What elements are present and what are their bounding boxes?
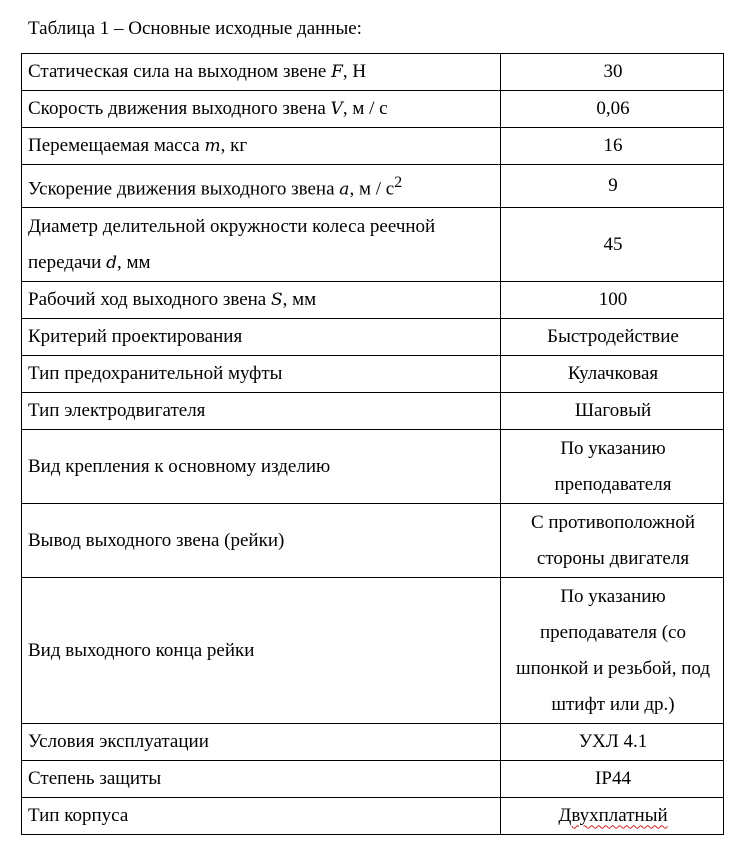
row-label: Условия эксплуатации xyxy=(22,724,501,761)
variable-symbol: d xyxy=(106,252,117,273)
row-value: 100 xyxy=(501,282,724,319)
row-label xyxy=(22,54,501,91)
unit-text: , мм xyxy=(282,289,317,311)
label-text: Статическая сила на выходном звене xyxy=(28,61,332,82)
label-text: Скорость движения выходного звена xyxy=(28,98,331,119)
variable-symbol: a xyxy=(339,179,350,200)
table-row xyxy=(22,393,724,430)
row-value: IP44 xyxy=(501,761,724,798)
table-row xyxy=(22,165,724,208)
table-row xyxy=(22,724,724,761)
row-label xyxy=(22,128,501,165)
table-row xyxy=(22,430,724,504)
table-row xyxy=(22,282,724,319)
row-label xyxy=(22,91,501,128)
source-data-table xyxy=(21,53,724,835)
table-caption: Таблица 1 – Основные исходные данные: xyxy=(28,18,362,39)
row-value: 0,06 xyxy=(501,91,724,128)
table-row xyxy=(22,798,724,835)
table-row xyxy=(22,761,724,798)
table-row xyxy=(22,91,724,128)
label-text: Ускорение движения выходного звена xyxy=(28,178,340,200)
row-value: УХЛ 4.1 xyxy=(501,724,724,761)
table-row xyxy=(22,208,724,282)
unit-text: , кг xyxy=(220,135,248,156)
row-value: 30 xyxy=(501,54,724,91)
row-label: Критерий проектирования xyxy=(22,319,501,356)
variable-symbol: m xyxy=(204,136,221,156)
row-value: 9 xyxy=(501,165,724,208)
row-label xyxy=(22,165,501,208)
label-text: Перемещаемая масса xyxy=(28,135,205,156)
table-row xyxy=(22,504,724,578)
row-label: Степень защиты xyxy=(22,761,501,798)
row-value: По указанию преподавателя xyxy=(501,430,724,504)
row-label xyxy=(22,208,501,282)
row-value: Быстродействие xyxy=(501,319,724,356)
unit-text: , м / с xyxy=(349,178,395,200)
row-value: С противоположной стороны двигателя xyxy=(501,504,724,578)
spellcheck-flagged-word[interactable]: Двухплатный xyxy=(558,805,668,827)
unit-exponent: 2 xyxy=(394,174,403,191)
row-label: Вид крепления к основному изделию xyxy=(22,430,501,504)
row-label: Тип электродвигателя xyxy=(22,393,501,430)
row-value: 16 xyxy=(501,128,724,165)
table-row xyxy=(22,319,724,356)
label-text: Рабочий ход выходного звена xyxy=(28,289,271,311)
row-value: По указанию преподавателя (со шпонкой и резьбой, под штифт или др.) xyxy=(501,578,724,724)
variable-symbol: F xyxy=(331,62,343,82)
table-row xyxy=(22,54,724,91)
row-label: Вид выходного конца рейки xyxy=(22,578,501,724)
row-label: Тип предохранительной муфты xyxy=(22,356,501,393)
row-label: Вывод выходного звена (рейки) xyxy=(22,504,501,578)
table-row xyxy=(22,356,724,393)
variable-symbol: S xyxy=(270,290,283,311)
row-value xyxy=(501,798,724,835)
row-label xyxy=(22,282,501,319)
row-value: Шаговый xyxy=(501,393,724,430)
row-value: 45 xyxy=(501,208,724,282)
table-row xyxy=(22,128,724,165)
unit-text: , м / с xyxy=(342,98,388,119)
variable-symbol: V xyxy=(330,99,343,119)
row-value: Кулачковая xyxy=(501,356,724,393)
row-label: Тип корпуса xyxy=(22,798,501,835)
table-row xyxy=(22,578,724,724)
unit-text: , мм xyxy=(117,251,151,273)
label-text: Диаметр делительной окружности колеса реечной передачи xyxy=(28,215,436,273)
unit-text: , Н xyxy=(342,61,367,82)
